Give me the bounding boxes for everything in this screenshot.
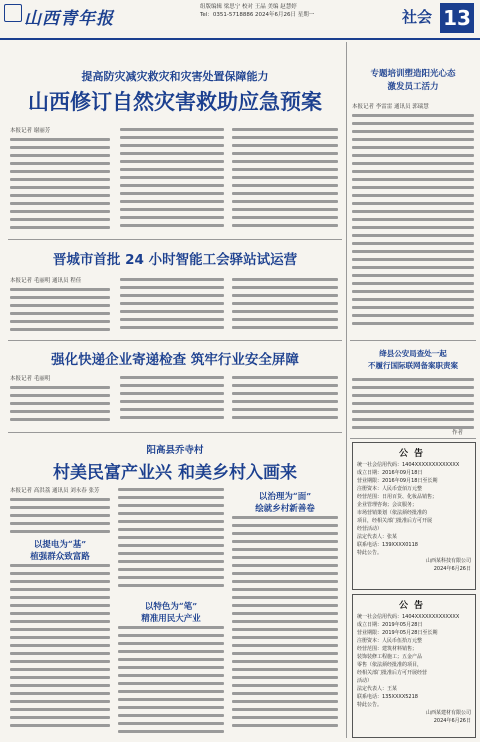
divider xyxy=(8,340,342,341)
station-headline: 晋城市首批 24 小时智能工会驿站试运营 xyxy=(52,252,298,268)
notice-line: 注册资本：人民币伍拾万元整 xyxy=(357,638,423,644)
logistics-headline: 强化快递企业寄递检查 筑牢行业安全屏障 xyxy=(51,352,299,368)
header-info-line: 组版编辑 梁思宁 校对 王晶 美编 赵慧婷 xyxy=(200,4,297,10)
divider xyxy=(350,340,476,341)
lead-column-2 xyxy=(120,128,224,236)
village-column-2-top xyxy=(118,488,224,596)
column-divider xyxy=(346,42,347,738)
logistics-column-3 xyxy=(232,376,338,426)
notice-line: 经相关部门批准后方可开展经营 xyxy=(357,670,428,676)
training-headline: 专题培训塑造阳光心态 激发员工活力 xyxy=(370,69,456,92)
village-headline: 村美民富产业兴 和美乡村入画来 xyxy=(53,463,297,483)
notice-line: 经营范围：日用百货、化妆品销售； xyxy=(357,494,438,500)
notice-line: 统一社会信用代码：1404XXXXXXXXXXXXX xyxy=(357,614,460,620)
station-column-2 xyxy=(120,278,224,336)
notice-line: 联系电话：139XXXX0118 xyxy=(357,542,418,548)
village-column-3 xyxy=(232,516,338,736)
notice-date: 2024年6月26日 xyxy=(433,566,471,572)
lead-byline: 本报记者 谢丽芳 xyxy=(10,128,51,134)
section-name: 社会 xyxy=(402,8,433,26)
notice-title: 公告 xyxy=(398,449,429,459)
masthead xyxy=(0,0,480,38)
station-byline: 本报记者 毛丽明 通讯员 程佳 xyxy=(10,278,82,284)
logistics-column-1 xyxy=(10,386,110,426)
notice-line: 营业期限：2019年05月28日至长期 xyxy=(357,630,438,636)
village-subhead-2: 以特色为“笔” 精准用民大产业 xyxy=(141,602,201,624)
notice-line: 市场营销策划（依法须经批准的 xyxy=(357,510,428,516)
lead-headline: 山西修订自然灾害救助应急预案 xyxy=(28,90,322,114)
notice-body xyxy=(353,459,475,575)
notice-line: 法定代表人：王某 xyxy=(357,686,398,692)
village-column-2-bottom xyxy=(118,626,224,736)
village-kicker: 阳高县乔寺村 xyxy=(146,445,204,456)
lead-column-3 xyxy=(232,128,338,236)
notice-body xyxy=(353,611,475,727)
notice-line: 成立日期：2016年09月18日 xyxy=(357,470,423,476)
notice-signature: 山西某建材有限公司 xyxy=(425,710,471,716)
notice-line: 注册资本：人民币壹佰万元整 xyxy=(357,486,423,492)
village-column-1-top xyxy=(10,498,110,534)
notice-line: 装饰装修工程施工；五金产品 xyxy=(357,654,423,660)
logistics-column-2 xyxy=(120,376,224,426)
notice-line: 特此公告。 xyxy=(357,550,383,556)
notice-line: 营业期限：2016年09月18日至长期 xyxy=(357,478,438,484)
village-subhead-3: 以治理为“面” 绘就乡村新善卷 xyxy=(255,492,315,514)
notice-line: 法定代表人：张某 xyxy=(357,534,398,540)
logo-seal xyxy=(4,4,22,22)
divider xyxy=(8,239,342,240)
notice-title: 公告 xyxy=(398,601,429,611)
logistics-byline: 本报记者 毛丽明 xyxy=(10,376,51,382)
notice-line: 活动） xyxy=(357,678,373,684)
village-subhead-1: 以提电为“基” 植强群众致富路 xyxy=(30,540,90,562)
paper-logo: 山西青年报 xyxy=(24,9,114,29)
notice-line: 经营范围：建筑材料销售； xyxy=(357,646,418,652)
notice-line: 项目，经相关部门批准后方可开展 xyxy=(357,518,433,524)
notice-line: 统一社会信用代码：1404XXXXXXXXXXXXX xyxy=(357,462,460,468)
notice-signature: 山西某科技有限公司 xyxy=(425,558,471,564)
masthead-rule xyxy=(0,38,480,40)
notice-box-2 xyxy=(352,594,476,738)
page-number: 13 xyxy=(440,3,474,33)
station-column-3 xyxy=(232,278,338,336)
notice-line: 经营活动） xyxy=(357,526,383,532)
divider xyxy=(8,432,342,433)
notice-line: 特此公告。 xyxy=(357,702,383,708)
notice-line: 企业管理咨询；会议服务； xyxy=(357,502,418,508)
notice-box-1 xyxy=(352,442,476,590)
village-byline: 本报记者 高洪荔 通讯员 刘永春 张芳 xyxy=(10,488,100,494)
station-column-1 xyxy=(10,288,110,336)
notice-line: 零售（依法须经批准的项目， xyxy=(357,662,423,668)
lead-column-1 xyxy=(10,138,110,238)
training-byline: 本报记者 李雷雷 通讯员 郭瑞慧 xyxy=(352,104,429,110)
notice-date: 2024年6月26日 xyxy=(433,718,471,724)
police-byline: 作者 xyxy=(452,430,464,436)
police-headline: 绛县公安局查处一起 不履行国际联网备案职责案 xyxy=(368,349,458,370)
village-column-1-bottom xyxy=(10,564,110,736)
notice-line: 联系电话：135XXXX5218 xyxy=(357,694,418,700)
header-info xyxy=(200,3,400,19)
notice-line: 成立日期：2019年05月28日 xyxy=(357,622,423,628)
lead-kicker: 提高防灾减灾救灾和灾害处置保障能力 xyxy=(81,70,269,83)
divider xyxy=(350,438,476,439)
header-info-line: Tel：0351-5718886 2024年6月26日 星期一 xyxy=(200,12,315,18)
training-body xyxy=(352,114,474,332)
